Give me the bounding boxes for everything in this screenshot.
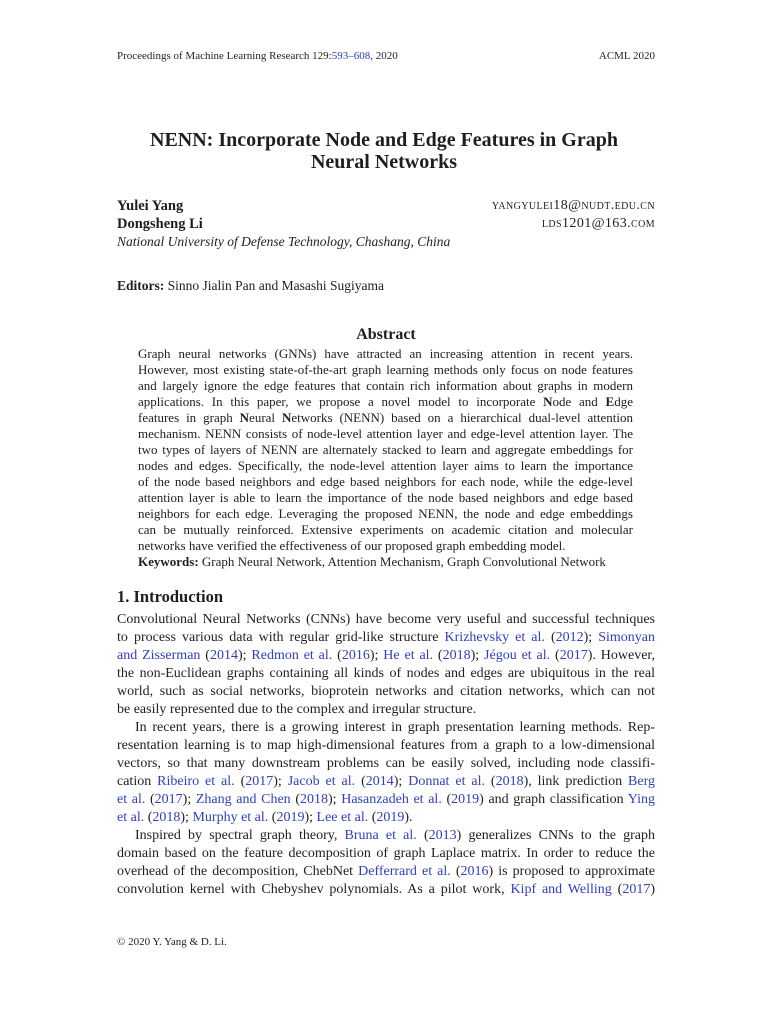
text-run: ( bbox=[332, 648, 342, 663]
text-line bbox=[117, 773, 655, 791]
text-run: ) generalizes CNNs to the graph bbox=[456, 828, 656, 843]
text-run: ) is proposed to approximate bbox=[488, 864, 655, 879]
citation-link[interactable]: and Zisserman bbox=[117, 648, 201, 663]
abstract-heading: Abstract bbox=[356, 326, 416, 343]
text-line bbox=[117, 701, 655, 719]
text-run: Inspired by spectral graph theory, bbox=[135, 828, 345, 843]
text-run: ). However, bbox=[587, 648, 656, 663]
text-run: Convolutional Neural Networks (CNNs) have become very useful and successful techniques bbox=[117, 612, 655, 627]
text-line bbox=[138, 474, 633, 490]
text-run: networks have verified the effectiveness of our proposed graph embedding model. bbox=[138, 538, 566, 553]
text-run: the non-Euclidean graphs containing all kinds of nodes and edges are ubiquitous in the real bbox=[117, 666, 655, 681]
title-line: Neural Networks bbox=[310, 151, 458, 173]
text-line bbox=[117, 827, 655, 845]
text-run: to process various data with regular grid-like structure bbox=[117, 630, 445, 645]
citation-link[interactable]: Redmon et al. bbox=[251, 648, 333, 663]
text-run: resentation learning is to map high-dimensional features from a graph to a low-dimensional bbox=[117, 738, 655, 753]
citation-link[interactable]: Bruna et al. bbox=[344, 828, 417, 843]
editors-names: Sinno Jialin Pan and Masashi Sugiyama bbox=[167, 278, 384, 293]
citation-link[interactable]: 2018 bbox=[495, 774, 524, 789]
citation-link[interactable]: 2017 bbox=[154, 792, 183, 807]
citation-link[interactable]: et al. bbox=[117, 792, 146, 807]
text-run: ); bbox=[393, 774, 409, 789]
text-line bbox=[117, 719, 655, 737]
text-line bbox=[138, 458, 633, 474]
keywords-line bbox=[138, 554, 633, 570]
citation-link[interactable]: He et al. bbox=[383, 648, 434, 663]
text-run: of the node based neighbors and edge based neighbors for each node, while the edge-level bbox=[138, 474, 633, 489]
text-run: ( bbox=[433, 648, 443, 663]
text-run: ), link prediction bbox=[523, 774, 629, 789]
text-run: Graph neural networks (GNNs) have attracted an increasing attention in recent years. bbox=[138, 346, 633, 361]
title-line: NENN: Incorporate Node and Edge Features in Graph bbox=[150, 129, 618, 151]
text-run: ); bbox=[328, 792, 342, 807]
intro-paragraph bbox=[117, 827, 655, 899]
citation-link[interactable]: Donnat et al. bbox=[408, 774, 485, 789]
citation-link[interactable]: 2016 bbox=[460, 864, 489, 879]
text-run: domain based on the feature decomposition of graph Laplace matrix. In order to reduce the bbox=[117, 846, 655, 861]
text-line bbox=[117, 683, 655, 701]
citation-link[interactable]: 2019 bbox=[376, 810, 405, 825]
text-line bbox=[117, 791, 655, 809]
citation-link[interactable]: Krizhevsky et al. bbox=[444, 630, 545, 645]
text-run: ); bbox=[369, 648, 384, 663]
citation-link[interactable]: 2018 bbox=[152, 810, 181, 825]
text-run: ( bbox=[450, 864, 461, 879]
keywords-label: Keywords: bbox=[138, 554, 199, 569]
text-run: can be mutually reinforced. Extensive experiments on academic citation and molecular bbox=[138, 522, 633, 537]
citation-link[interactable]: 2013 bbox=[428, 828, 457, 843]
text-run: world, such as social networks, bioprotein networks and citation networks, which can not bbox=[117, 684, 655, 699]
text-run: eural bbox=[249, 410, 282, 425]
copyright-notice: © 2020 Y. Yang & D. Li. bbox=[117, 936, 227, 948]
citation-link[interactable]: Ribeiro et al. bbox=[157, 774, 235, 789]
citation-link[interactable]: Ying bbox=[627, 792, 656, 807]
text-run: ode and bbox=[552, 394, 606, 409]
text-line bbox=[138, 346, 633, 362]
text-line bbox=[138, 394, 633, 410]
author-block bbox=[117, 197, 655, 251]
citation-link[interactable]: 2014 bbox=[209, 648, 238, 663]
text-run: ( bbox=[484, 774, 496, 789]
page-range-link[interactable]: 593–608 bbox=[331, 50, 371, 62]
text-line bbox=[138, 538, 633, 554]
text-run: ); bbox=[180, 810, 193, 825]
running-header bbox=[117, 49, 655, 63]
text-run: ); bbox=[304, 810, 317, 825]
text-run: ( bbox=[234, 774, 246, 789]
citation-link[interactable]: 2017 bbox=[622, 882, 651, 897]
text-line bbox=[117, 809, 655, 827]
citation-link[interactable]: Jacob et al. bbox=[287, 774, 356, 789]
citation-link[interactable]: 2012 bbox=[555, 630, 584, 645]
text-run: ); bbox=[470, 648, 485, 663]
text-run: ); bbox=[583, 630, 599, 645]
text-run: ( bbox=[441, 792, 452, 807]
journal-citation bbox=[117, 49, 398, 63]
text-run: vectors, so that many downstream problems can be easily solved, including node classifi- bbox=[117, 756, 655, 771]
citation-link[interactable]: 2016 bbox=[341, 648, 370, 663]
text-line bbox=[117, 881, 655, 899]
author-email: yangyulei18@nudt.edu.cn bbox=[491, 198, 655, 213]
section-heading: 1. Introduction bbox=[117, 587, 224, 606]
text-run: ( bbox=[544, 630, 556, 645]
citation-link[interactable]: 2017 bbox=[559, 648, 588, 663]
abstract-body bbox=[138, 346, 633, 570]
text-run: ( bbox=[145, 792, 155, 807]
text-run: ) bbox=[650, 882, 655, 897]
text-run: In recent years, there is a growing interest in graph presentation learning methods. Rep- bbox=[135, 720, 655, 735]
bold-initial: N bbox=[543, 394, 553, 409]
text-run: ). bbox=[404, 810, 413, 825]
author-affiliation: National University of Defense Technology, Chashang, China bbox=[117, 234, 451, 249]
text-run: ( bbox=[416, 828, 429, 843]
citation-link[interactable]: Berg bbox=[628, 774, 655, 789]
bold-initial: E bbox=[605, 394, 615, 409]
author-row bbox=[117, 197, 655, 215]
citation-link[interactable]: et al. bbox=[117, 810, 145, 825]
text-run: mechanism. NENN consists of node-level attention layer and edge-level attention layer. The bbox=[138, 426, 633, 441]
text-line bbox=[138, 506, 633, 522]
citation-link[interactable]: Lee et al. bbox=[316, 810, 369, 825]
text-line bbox=[138, 410, 633, 426]
text-run: ( bbox=[268, 810, 277, 825]
citation-link[interactable]: Simonyan bbox=[598, 630, 655, 645]
text-run: applications. In this paper, we propose a novel model to incorporate bbox=[138, 394, 544, 409]
text-run: cation bbox=[117, 774, 158, 789]
citation-link[interactable]: Defferrard et al. bbox=[358, 864, 451, 879]
text-line bbox=[117, 755, 655, 773]
text-line bbox=[117, 611, 655, 629]
author-name: Yulei Yang bbox=[117, 198, 184, 214]
conference-label: ACML 2020 bbox=[598, 50, 655, 62]
text-line bbox=[117, 845, 655, 863]
citation-link[interactable]: 2019 bbox=[276, 810, 305, 825]
text-run: ); bbox=[182, 792, 196, 807]
text-run: be easily represented due to the complex and irregular structure. bbox=[117, 702, 477, 717]
citation-link[interactable]: Murphy et al. bbox=[192, 810, 269, 825]
text-run: ( bbox=[355, 774, 366, 789]
author-name: Dongsheng Li bbox=[117, 216, 203, 232]
section-body bbox=[117, 611, 655, 899]
text-line bbox=[138, 362, 633, 378]
text-run: ); bbox=[237, 648, 252, 663]
citation-link[interactable]: Jégou et al. bbox=[484, 648, 551, 663]
text-run: dge bbox=[614, 394, 633, 409]
text-line bbox=[138, 490, 633, 506]
text-run: neighbors for each edge. Leveraging the proposed NENN, the node and edge embeddings bbox=[138, 506, 633, 521]
bold-initial: N bbox=[239, 410, 250, 425]
citation-link[interactable]: 2014 bbox=[365, 774, 394, 789]
citation-link[interactable]: Zhang and Chen bbox=[195, 792, 291, 807]
text-run: ) and graph classification bbox=[479, 792, 628, 807]
author-email: lds1201@163.com bbox=[541, 216, 655, 231]
text-run: etworks (NENN) based on a hierarchical dual-level attention bbox=[291, 410, 633, 425]
citation-link[interactable]: 2017 bbox=[245, 774, 274, 789]
text-run: nodes and edges. Specifically, the node-level attention layer aims to learn the importance bbox=[138, 458, 633, 473]
editors-label: Editors: bbox=[117, 278, 165, 293]
text-run: ( bbox=[200, 648, 210, 663]
text-run: ( bbox=[290, 792, 300, 807]
text-run: two types of layers of NENN are alternately stacked to learn and aggregate embeddings for bbox=[138, 442, 633, 457]
text-line bbox=[117, 647, 655, 665]
abstract-paragraph bbox=[138, 346, 633, 554]
author-row bbox=[117, 215, 655, 233]
text-line bbox=[117, 737, 655, 755]
paper-title bbox=[84, 129, 684, 173]
text-run: ( bbox=[368, 810, 377, 825]
text-line bbox=[138, 522, 633, 538]
citation-link[interactable]: 2019 bbox=[451, 792, 480, 807]
bold-initial: N bbox=[281, 410, 292, 425]
citation-link[interactable]: Kipf and Welling bbox=[510, 882, 612, 897]
editors-line bbox=[117, 277, 384, 295]
text-run: However, most existing state-of-the-art graph learning methods only focus on node features bbox=[138, 362, 633, 377]
text-run: ); bbox=[273, 774, 288, 789]
text-line bbox=[138, 378, 633, 394]
text-line bbox=[138, 442, 633, 458]
citation-link[interactable]: 2018 bbox=[300, 792, 328, 807]
text-line bbox=[117, 629, 655, 647]
citation-link[interactable]: Hasanzadeh et al. bbox=[341, 792, 442, 807]
intro-paragraph bbox=[117, 611, 655, 719]
text-run: overhead of the decomposition, ChebNet bbox=[117, 864, 359, 879]
intro-paragraph bbox=[117, 719, 655, 827]
text-run: features in graph bbox=[138, 410, 240, 425]
text-line bbox=[138, 426, 633, 442]
text-run: ( bbox=[611, 882, 623, 897]
text-run: ( bbox=[144, 810, 153, 825]
journal-year: , 2020 bbox=[370, 50, 398, 62]
text-run: ( bbox=[550, 648, 560, 663]
journal-name: Proceedings of Machine Learning Research 129: bbox=[117, 50, 332, 62]
text-line bbox=[117, 665, 655, 683]
text-run: attention layer is able to learn the importance of the node based neighbors and edge based bbox=[138, 490, 633, 505]
keywords-text: Graph Neural Network, Attention Mechanism, Graph Convolutional Network bbox=[201, 554, 606, 569]
text-run: and largely ignore the edge features that contain rich information about graphs in modern bbox=[138, 378, 633, 393]
citation-link[interactable]: 2018 bbox=[442, 648, 471, 663]
text-line bbox=[117, 863, 655, 881]
text-run: convolution kernel with Chebyshev polynomials. As a pilot work, bbox=[117, 882, 511, 897]
